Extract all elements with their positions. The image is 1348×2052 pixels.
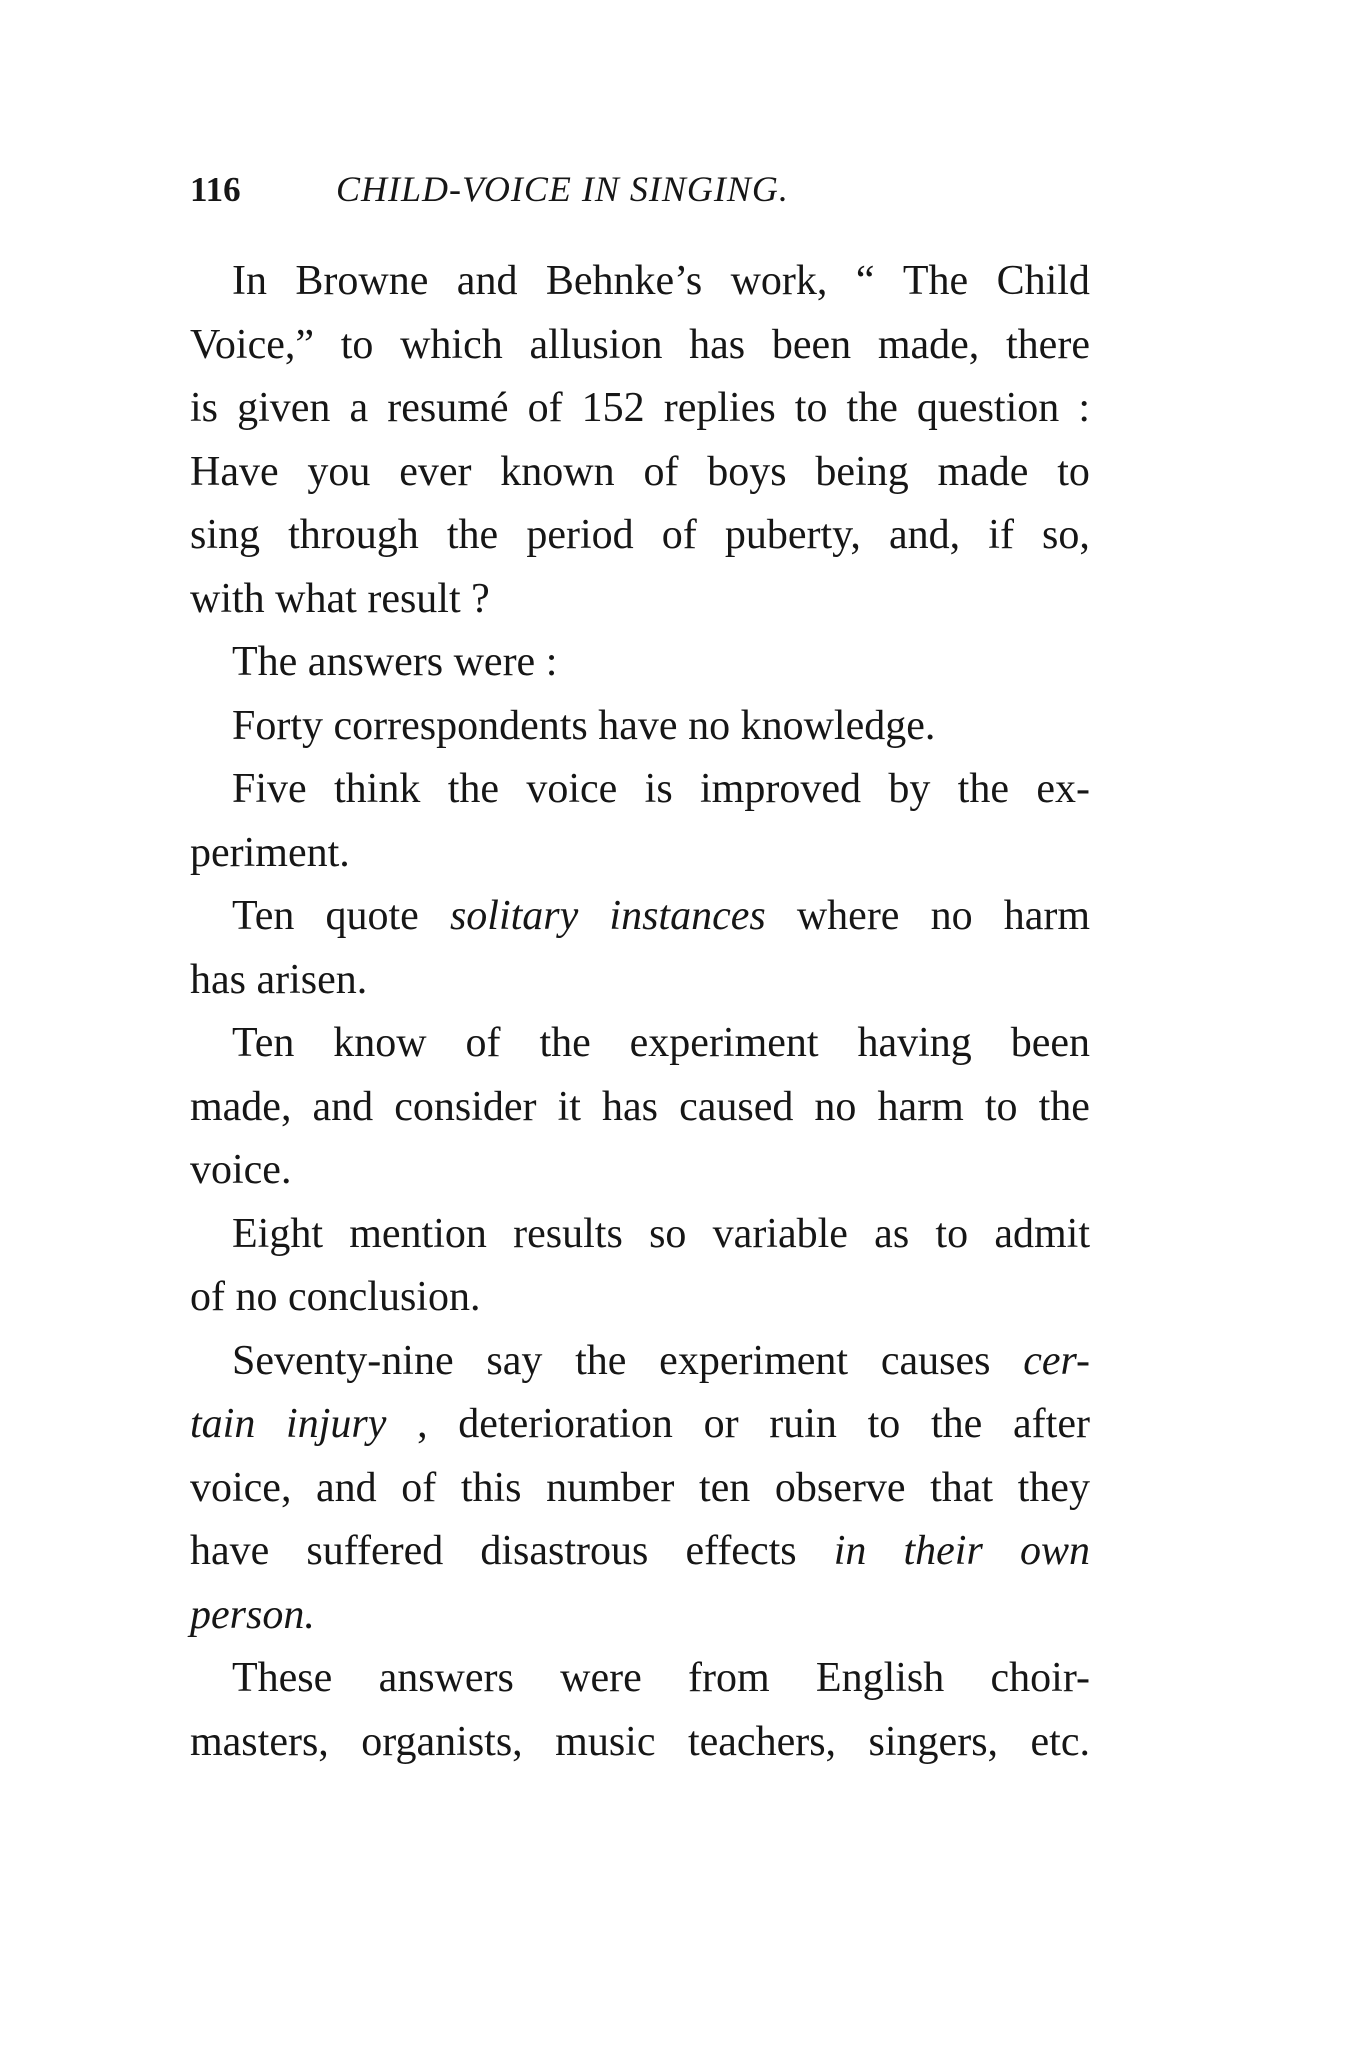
text-line: voice, and of this number ten observe that they (190, 1464, 1090, 1511)
text-line: Ten quote solitary instances where no harm (232, 893, 1090, 939)
text-line: periment. (190, 829, 350, 876)
text-line: person. (190, 1591, 315, 1638)
body-text (190, 250, 1090, 1774)
text-line: is given a resumé of 152 replies to the question : (190, 385, 1090, 431)
text-line: has arisen. (190, 956, 368, 1003)
text-line: Five think the voice is improved by the ex- (232, 766, 1090, 812)
text-line: Have you ever known of boys being made to (190, 448, 1090, 495)
text-line: Seventy-nine say the experiment causes cer- (232, 1337, 1090, 1384)
text-line: tain injury , deterioration or ruin to the after (190, 1401, 1090, 1447)
text-line: Forty correspondents have no knowledge. (232, 702, 936, 749)
text-line: In Browne and Behnke’s work, “ The Child (232, 258, 1090, 304)
text-line: have suffered disastrous effects in their own (190, 1528, 1090, 1574)
text-line: sing through the period of puberty, and, if so, (190, 512, 1090, 558)
text-line: made, and consider it has caused no harm to the (190, 1083, 1090, 1130)
text-line: Eight mention results so variable as to admit (232, 1210, 1090, 1257)
page-number: 116 (190, 170, 241, 209)
page-header (190, 168, 789, 218)
text-line: with what result ? (190, 575, 490, 622)
text-line: masters, organists, music teachers, singers, etc. (190, 1718, 1090, 1765)
text-line: Ten know of the experiment having been (232, 1020, 1090, 1066)
text-line: These answers were from English choir- (232, 1655, 1090, 1701)
running-title: CHILD-VOICE IN SINGING. (336, 169, 789, 209)
text-line: Voice,” to which allusion has been made, there (190, 321, 1090, 368)
text-line: voice. (190, 1147, 292, 1193)
text-line: The answers were : (232, 639, 558, 685)
text-line: of no conclusion. (190, 1274, 481, 1320)
